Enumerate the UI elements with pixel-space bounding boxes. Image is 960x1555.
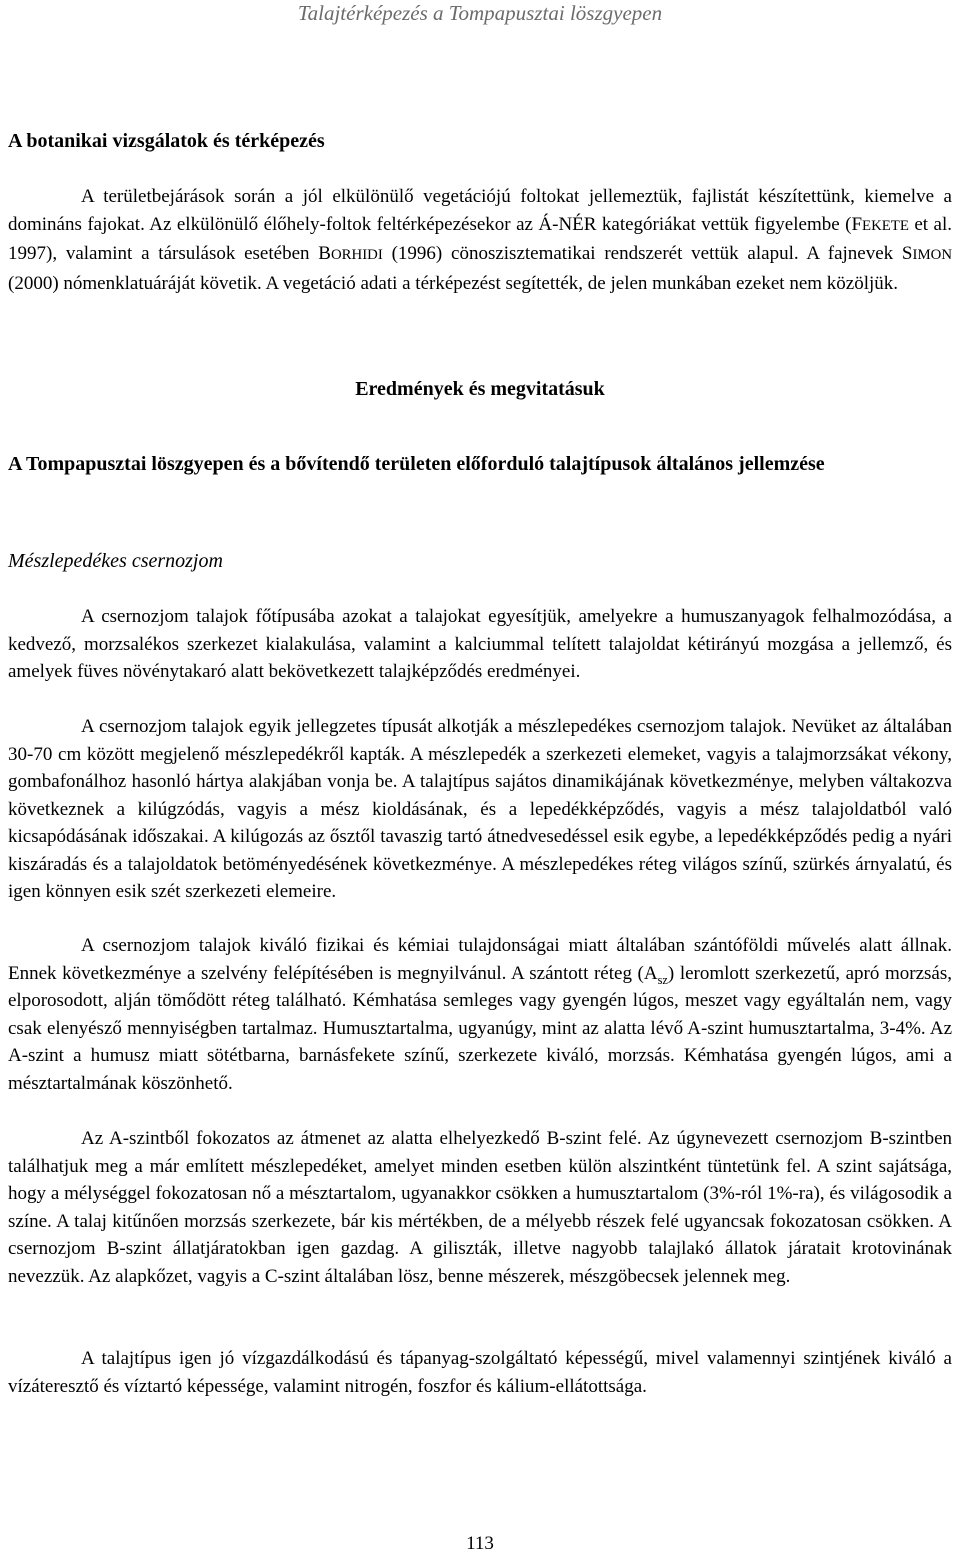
author-smallcaps-simon: IMON xyxy=(912,247,953,263)
text-fragment: A csernozjom talajok kiváló fizikai és kémiai tulajdonságai miatt általában szántóföldi művelés alatt állnak. Ennek következménye a szelvény felépítésében is megnyilvánul. A szántott réteg (A xyxy=(8,935,952,984)
text-fragment: et al. 1997), valamint a társulások esetében B xyxy=(8,213,952,264)
text-fragment: (2000) nómenklatuáráját követik. A vegetáció adati a térképezést segítették, de jelen munkában ezeket nem közöljük. xyxy=(8,272,899,294)
section-heading-botanical: A botanikai vizsgálatok és térképezés xyxy=(8,130,325,152)
paragraph-b-horizon: Az A-szintből fokozatos az átmenet az alatta elhelyezkedő B-szint felé. Az úgynevezett csernozjom B-szintben találhatjuk meg a már említett mészlepedéket, amelyet minden esetben külön alszintként tüntetünk fel. A szint sajátsága, hogy a mélységgel fokozatosan nő a mésztartalom, ugyanakkor csökken a humusztartalom (3%-ról 1%-ra), és világosodik a színe. A talaj kitűnően morzsás szerkezete, bár kis mértékben, de a mélyebb részek felé ugyancsak fokozatosan csökken. A csernozjom B-szint állatjáratokban igen gazdag. A giliszták, illetve nagyobb talajlakó állatok járatait krotovinának nevezzük. Az alapkőzet, vagyis a C-szint általában lösz, benne mészerek, mészgöbecsek jelennek meg. xyxy=(8,1128,952,1287)
subscript-sz: sz xyxy=(657,972,668,987)
paragraph-ploughed-layer xyxy=(8,932,952,1097)
soil-types-subheading: A Tompapusztai löszgyepen és a bővítendő területen előforduló talajtípusok általános jellemzése xyxy=(8,453,825,475)
results-heading: Eredmények és megvitatásuk xyxy=(355,378,605,400)
page-number: 113 xyxy=(466,1533,494,1554)
soil-type-heading: Mészlepedékes csernozjom xyxy=(8,550,223,572)
paragraph-calcareous-chernozem: A csernozjom talajok egyik jellegzetes típusát alkotják a mészlepedékes csernozjom talajok. Nevüket az általában 30-70 cm között megjelenő mészlepedékről kapták. A mészlepedék a szerkezeti elemeket, vagyis a talajmorzsákat vékony, gombafonálhoz hasonló hártya alakjában vonja be. A talajtípus sajátos dinamikájának következménye, melyben váltakozva következnek a kilúgzódás, vagyis a mész kioldásának, és a lepedékképződés, vagyis a mész talajoldatból való kicsapódásának időszakai. A kilúgozás az ősztől tavaszig tartó átnedvesedéssel esik egybe, a lepedékképződés pedig a nyári kiszáradás és a talajoldatok betöményedésének következménye. A mészlepedékes réteg világos színű, szürkés árnyalatú, és igen könnyen esik szét szerkezeti elemeire. xyxy=(8,716,952,902)
text-fragment: ) leromlott szerkezetű, apró morzsás, elporosodott, alján tömődött réteg található. Kémhatása semleges vagy gyengén lúgos, meszet vagy egyáltalán nem, vagy csak elenyésző mennyiségben tartalmaz. Humusztartalma, ugyanúgy, mint az alatta lévő A-szint humusztartalma, 3-4%. Az A-szint a humusz miatt sötétbarna, barnásfekete színű, szerkezete kiváló, morzsás. Kémhatása gyengén lúgos, ami a mésztartalmának köszönhető. xyxy=(8,962,952,1094)
author-smallcaps-borhidi: ORHIDI xyxy=(330,247,383,263)
text-fragment: (1996) cönoszisztematikai rendszerét vettük alapul. A fajnevek S xyxy=(382,243,913,264)
paragraph-chernozem-definition: A csernozjom talajok főtípusába azokat a talajokat egyesítjük, amelyekre a humuszanyagok felhalmozódása, a kedvező, morzsalékos szerkezet kialakulása, valamint a kalciummal telített talajoldat kétirányú mozgása a jellemző, és amelyek füves növénytakaró alatt bekövetkezett talajképződés eredményei. xyxy=(8,606,952,682)
author-smallcaps-fekete: EKETE xyxy=(862,217,909,234)
paragraph-botanical xyxy=(8,183,952,297)
running-title: Talajtérképezés a Tompapusztai löszgyepen xyxy=(297,1,663,25)
text-fragment: A területbejárások során a jól elkülönülő vegetációjú foltokat jellemeztük, fajlistát készítettünk, kiemelve a domináns fajokat. Az elkülönülő élőhely-foltok feltérképezésekor az Á-NÉR kategóriákat vettük figyelembe (F xyxy=(8,186,952,235)
paragraph-water-nutrients: A talajtípus igen jó vízgazdálkodású és tápanyag-szolgáltató képességű, mivel valamennyi szintjének kiváló a vízáteresztő és víztartó képessége, valamint nitrogén, foszfor és kálium-ellátottsága. xyxy=(8,1348,952,1397)
